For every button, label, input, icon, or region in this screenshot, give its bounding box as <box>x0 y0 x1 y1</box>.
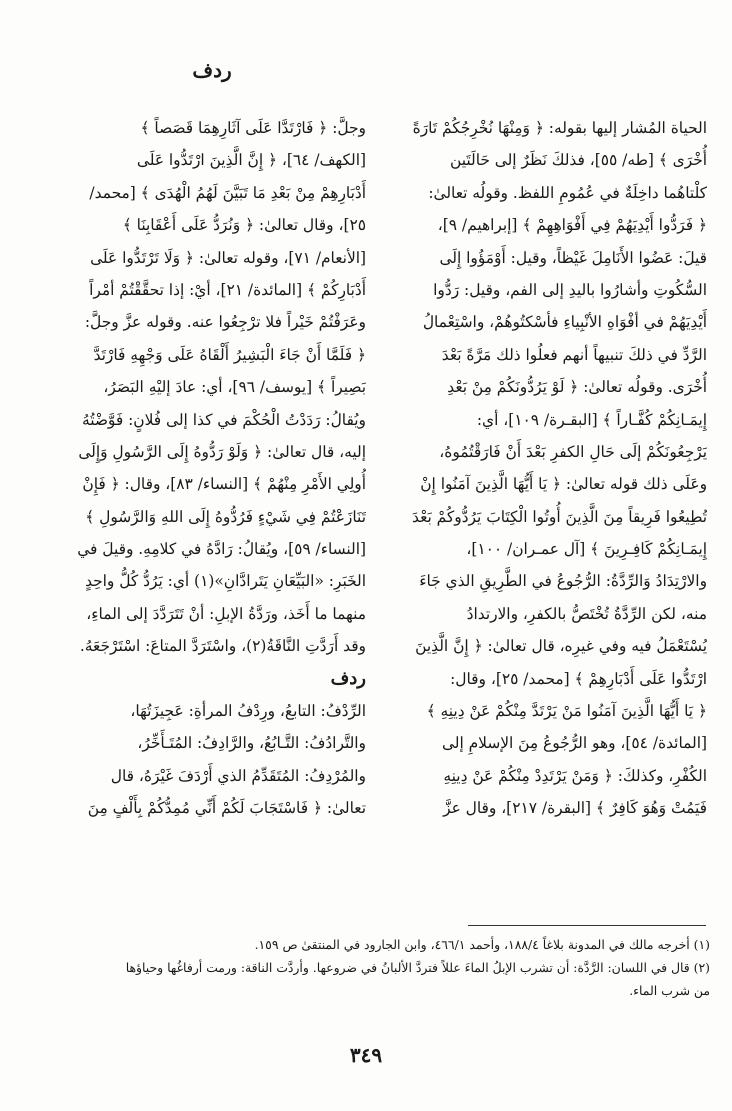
text-line: تُطِيعُوا فَرِيقاً مِنَ الَّذِينَ أُوتُوا الْكِتَابَ يَرُدُّوكُمْ بَعْدَ <box>412 507 707 526</box>
left-column <box>30 112 366 825</box>
text-line: وجلَّ: ﴿ فَارْتَدَّا عَلَى آثَارِهِمَا قَصَصاً ﴾ <box>140 119 366 137</box>
text-line: ارْتَدُّوا عَلَى أَدْبَارِهِمْ ﴾ [محمد/ ٢٥]، وقال: <box>450 669 707 688</box>
text-line: [المائدة/ ٥٤]، وهو الرُّجُوعُ مِنَ الإسلامِ إلى <box>441 734 707 753</box>
footnote: (١) أخرجه مالك في المدونة بلاغاً ١٨٨/٤، وأحمد ٤٦٦/١، وابن الجارود في المنتقىٰ ص ١٥٩. <box>254 937 710 952</box>
text-line: أُخْرَى. وقولُه تعالىٰ: ﴿ لَوْ يَرُدُّونَكُمْ مِنْ بَعْدِ <box>447 378 707 397</box>
text-line: وعَلَى ذلك قوله تعالىٰ: ﴿ يَا أَيُّهَا الَّذِينَ آمَنُوا إِنْ <box>420 475 707 494</box>
text-line: الرِّدْفُ: التابعُ، ورِدْفُ المرأةِ: عَجِيزَتُهَا، <box>130 702 366 721</box>
text-line: فَيَمُتْ وَهُوَ كَافِرٌ ﴾ [البقرة/ ٢١٧]، وقال عزَّ <box>443 799 707 818</box>
text-line: السُّكُوتِ وأشارُوا باليدِ إلى الفم، وقيل: رَدُّوا <box>433 280 707 299</box>
text-line: الخَبَرِ: «البَيِّعَانِ يَتَرادَّانِ»(١) أي: يَرُدُّ كُلُّ واحِدٍ <box>85 572 366 591</box>
text-line: إِيمَـانِكُمْ كُفَّـاراً ﴾ [البقـرة/ ١٠٩]، أي: <box>476 410 707 429</box>
footnote: (٢) قال في اللسان: الرَّدَّة: أن تشرب الإبلُ الماءَ عللاً فتردَّ الألبانُ في ضروعها. وأردَّت الناقة: ورمت أرفاغُها وحياؤها <box>125 960 710 975</box>
running-header: ردف <box>192 58 232 82</box>
text-line: ﴿ يَا أَيُّهَا الَّذِينَ آمَنُوا مَنْ يَرْتَدَّ مِنْكُمْ عَنْ دِينِهِ ﴾ <box>426 702 707 721</box>
text-line: أُخْرَى ﴾ [طه/ ٥٥]، فذلكَ نَظَرٌ إلى حَالَتَين <box>450 151 707 170</box>
page-number: ٣٤٩ <box>349 1043 383 1067</box>
text-line: ٢٥]، وقال تعالىٰ: ﴿ وَنُرَدُّ عَلَى أَعْقَابِنَا ﴾ <box>122 216 366 235</box>
text-line: منهما ما أَخَذ، ورَدَّةُ الإبلِ: أنْ تَتَرَدَّدَ إلى الماءِ، <box>86 604 366 623</box>
right-column <box>371 112 707 825</box>
text-line: أَدْبَارِكُمْ ﴾ [المائدة/ ٢١]، أيْ: إذا تحقَّقْتُمْ أمْراً <box>89 280 366 299</box>
text-line: تَنَازَعْتُمْ فِي شَيْءٍ فَرُدُّوهُ إِلَى اللهِ وَالرَّسُولِ ﴾ <box>85 507 366 526</box>
left-column-top <box>30 112 366 663</box>
text-line: بَصِيراً ﴾ [يوسف/ ٩٦]، أي: عادَ إليْهِ البَصَرُ، <box>103 378 366 397</box>
text-line: يُسْتَعْمَلُ فيه وفي غيرِه، قال تعالىٰ: ﴿ إِنَّ الَّذِينَ <box>415 637 707 656</box>
text-line: أَدْبَارِهِمْ مِنْ بَعْدِ مَا تَبَيَّنَ لَهُمُ الْهُدَى ﴾ [محمد/ <box>89 183 366 202</box>
text-line: الرَّدِّ في ذلكَ تنبيهاً أنهم فعلُوا ذلك مَرَّةً بَعْدَ <box>441 345 707 364</box>
text-line: أَيْدِيَهُمْ في أفْوَاهِ الأنْبِياءِ فأسْكتُوهُمْ، واسْتِعْمالُ <box>422 313 707 332</box>
text-line: وعَرَفْتُمْ خَيْراً فلا ترْجِعُوا عنه. وقوله عزَّ وجلَّ: <box>84 313 366 332</box>
text-line: ﴿ فَرَدُّوا أَيْدِيَهُمْ فِي أَفْوَاهِهِمْ ﴾ [إبراهيم/ ٩]، <box>437 216 707 235</box>
text-line: الكُفْرِ، وكذلكَ: ﴿ وَمَنْ يَرْتَدِدْ مِنْكُمْ عَنْ دِينِهِ <box>443 766 707 785</box>
text-line: كلْتاهُما داخِلَةٌ في عُمُومِ اللفظ. وقولُه تعالىٰ: <box>428 183 707 202</box>
text-line: إليه، قال تعالىٰ: ﴿ وَلَوْ رَدُّوهُ إِلَى الرَّسُولِ وَإِلَى <box>78 442 366 461</box>
text-line: ويُقالُ: رَدَدْتُ الْحُكْمَ في كذا إلى فُلانٍ: فَوَّضْتُهُ <box>81 410 366 429</box>
section-heading: ردف <box>330 667 366 689</box>
footnote-divider <box>468 925 706 926</box>
text-line: وقد أَرَدَّتِ النَّاقَةُ(٢)، واسْتَرَدَّ المتاعَ: اسْتَرْجَعَهُ. <box>79 637 366 656</box>
text-line: [الكهف/ ٦٤]، ﴿ إِنَّ الَّذِينَ ارْتَدُّوا عَلَى <box>136 151 366 170</box>
text-line: والارْتِدَادُ وَالرِّدَّةُ: الرُّجُوعُ في الطَّرِيقِ الذي جَاءَ <box>419 572 707 591</box>
text-line: والمُرْدِفُ: المُتَقَدِّمُ الذي أَرْدَفَ غَيْرَهُ، قال <box>110 766 366 785</box>
text-line: أُولِي الأَمْرِ مِنْهُمْ ﴾ [النساء/ ٨٣]، وقال: ﴿ فَإِنْ <box>82 475 366 494</box>
text-line: [النساء/ ٥٩]، ويُقالُ: رَادَّهُ في كلامِهِ. وقيلَ في <box>77 540 366 559</box>
footnote: من شرب الماء. <box>629 983 710 998</box>
text-line: تعالىٰ: ﴿ فَاسْتَجَابَ لَكُمْ أَنِّي مُمِدُّكُمْ بِأَلْفٍ مِنَ <box>87 799 366 818</box>
text-line: منه، لكن الرِّدَّةُ تُخْتَصُّ بالكفرِ، والارتدادُ <box>466 604 707 623</box>
text-line: يَرْجِعُونَكُمْ إلَى حَالِ الكفرِ بَعْدَ أَنْ فَارَقْتُمُوهُ، <box>439 442 707 461</box>
text-line: إِيمَـانِكُمْ كَافِـرِينَ ﴾ [آل عمـران/ ١٠٠]، <box>466 540 707 559</box>
left-column-bottom <box>30 695 366 825</box>
footnotes <box>22 933 710 1002</box>
text-line: والتَّرادُفُ: التَّـابُعُ، والرَّادِفُ: المُتَـأَخِّرُ، <box>137 734 366 753</box>
text-line: ﴿ فَلَمَّا أَنْ جَاءَ الْبَشِيرُ أَلْقَاهُ عَلَى وَجْهِهِ فَارْتَدَّ <box>93 345 366 364</box>
text-line: الحياة المُشار إليها بقوله: ﴿ وَمِنْهَا نُخْرِجُكُمْ تَارَةً <box>412 119 707 137</box>
text-line: قيلَ: عَضُوا الأَنَامِلَ غَيْظاً، وقيل: أَوْمَؤُوا إِلَى <box>439 248 707 267</box>
text-line: [الأنعام/ ٧١]، وقوله تعالىٰ: ﴿ وَلَا تَرْتَدُّوا عَلَى <box>90 248 366 267</box>
